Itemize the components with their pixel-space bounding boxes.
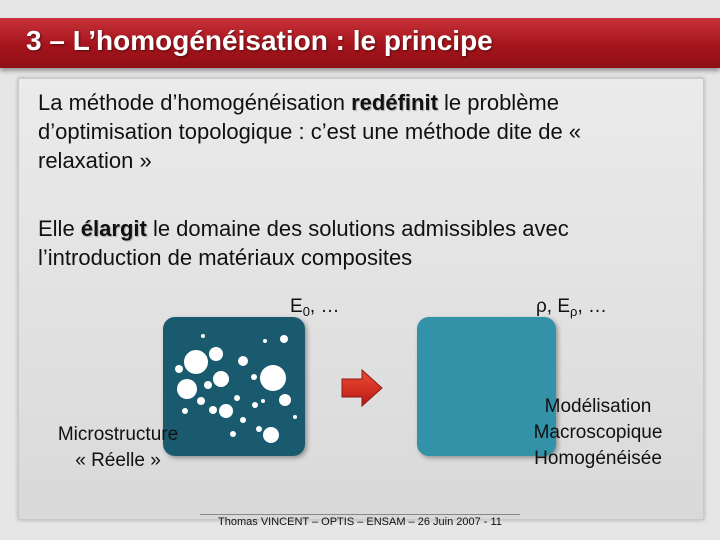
slide-title: 3 – L’homogénéisation : le principe (26, 25, 493, 56)
homogenized-parameters (536, 296, 607, 319)
microstructure-parameters (290, 296, 339, 319)
paragraph2-bold-word: élargit (80, 216, 147, 241)
paragraph1-bold-word: redéfinit (351, 90, 438, 115)
params-ellipsis-right: , … (577, 296, 608, 317)
modulus-subscript: 0 (302, 304, 310, 319)
microstructure-caption (38, 422, 198, 474)
params-ellipsis: , … (309, 296, 340, 317)
paragraph2-text-start: Elle (38, 216, 81, 241)
macroscopic-caption-line2: Macroscopique (533, 422, 663, 443)
macroscopic-caption-line3: Homogénéisée (534, 448, 662, 469)
paragraph-relaxation (38, 88, 678, 175)
paragraph1-text-end: le problème d’optimisation topologique : c’est une méthode dite de « relaxation » (38, 90, 582, 173)
microstructure-caption-line1: Microstructure (57, 424, 179, 445)
title-bar (0, 18, 720, 68)
paragraph-composites (38, 214, 678, 272)
slide-footer: Thomas VINCENT – OPTIS – ENSAM – 26 Juin 2007 - 11 (200, 514, 520, 533)
macroscopic-caption-line1: Modélisation (544, 396, 652, 417)
modulus-symbol: E (290, 296, 303, 317)
density-and-modulus: ρ, E (536, 296, 571, 317)
paragraph1-text-start: La méthode d’homogénéisation (38, 90, 352, 115)
macroscopic-caption (516, 394, 680, 472)
rho-subscript: ρ (570, 304, 578, 319)
right-arrow-icon (340, 368, 384, 408)
paragraph2-text-end: le domaine des solutions admissibles avec l’introduction de matériaux composites (38, 216, 569, 270)
microstructure-caption-line2: « Réelle » (75, 450, 161, 471)
